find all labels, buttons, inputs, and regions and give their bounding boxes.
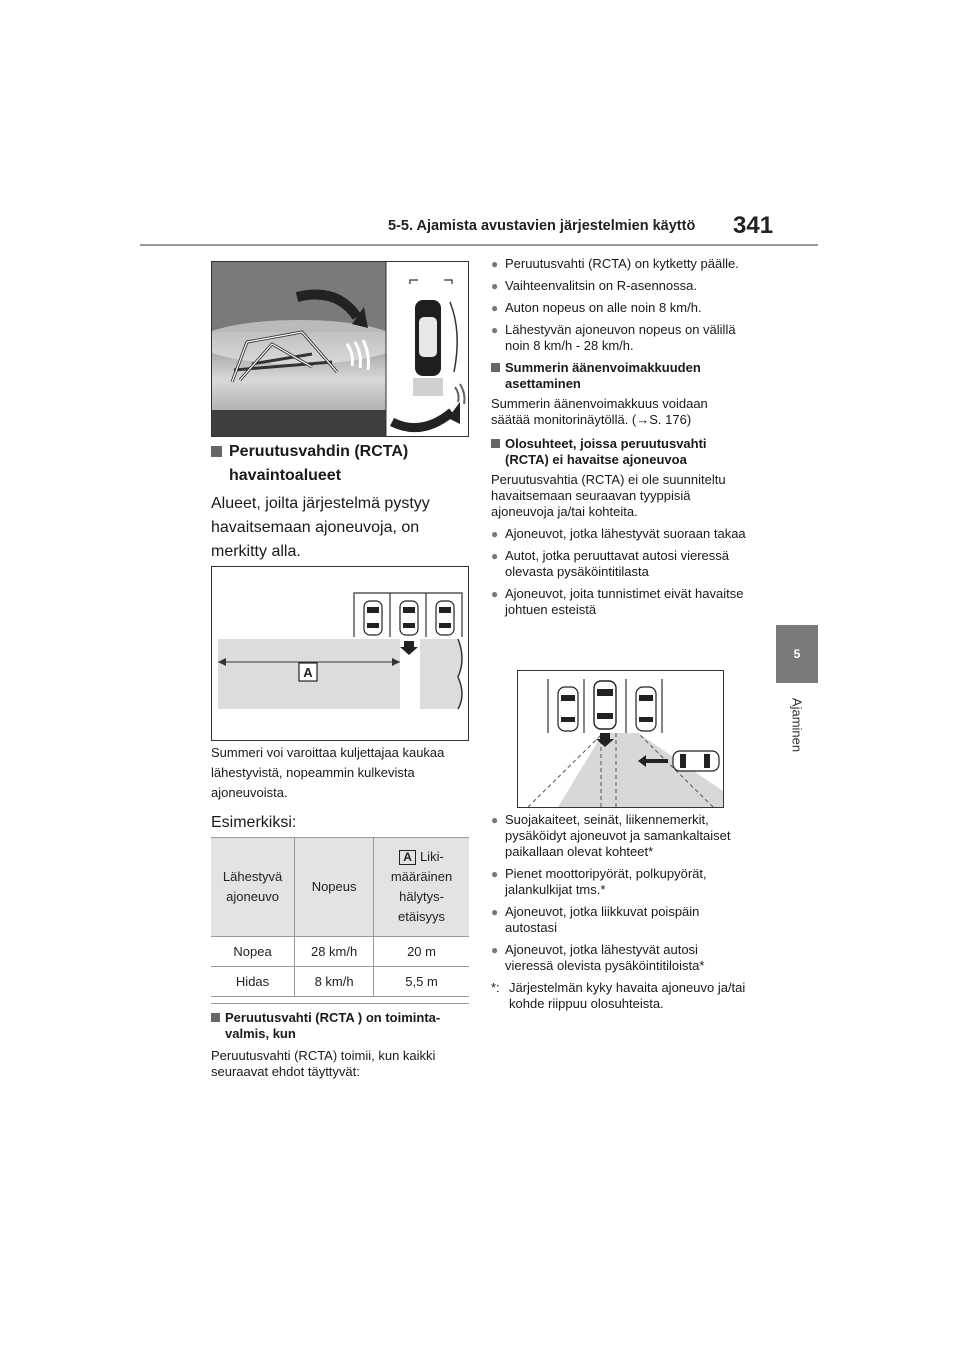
- table-cell-speed: 28 km/h: [295, 937, 374, 967]
- obstruction-svg: [518, 671, 723, 807]
- detection-distance-table: [211, 837, 469, 997]
- page-number: 341: [733, 212, 774, 239]
- list-item: ● Vaihteenvalitsin on R-asennossa.: [491, 278, 749, 294]
- table-header-vehicle: Lähestyvä ajoneuvo: [211, 838, 295, 937]
- list-item: ● Ajoneuvot, jotka liikkuvat poispäin autostasi: [491, 904, 749, 936]
- list-item: ● Ajoneuvot, jotka lähestyvät autosi vieressä olevista pysäköintitiloista*: [491, 942, 749, 974]
- list-item: ● Peruutusvahti (RCTA) on kytketty päälle.: [491, 256, 749, 272]
- chapter-name: Ajaminen: [789, 697, 805, 753]
- list-item: ● Lähestyvän ajoneuvon nopeus on välillä noin 8 km/h - 28 km/h.: [491, 322, 749, 354]
- list-item: ● Ajoneuvot, jotka lähestyvät suoraan takaa: [491, 526, 749, 542]
- chapter-name-tab: [786, 690, 808, 760]
- detection-area-illustration: [211, 566, 469, 741]
- rcta-display-svg: [212, 262, 468, 436]
- obstruction-illustration: [517, 670, 724, 808]
- buzzer-note: Summeri voi varoittaa kuljettajaa kaukaa lähestyvistä, nopeammin kulkevista ajoneuvoista.: [211, 745, 445, 800]
- footnote-marker: *:: [491, 980, 500, 995]
- footnote: [491, 980, 749, 1012]
- list-item: ● Pienet moottoripyörät, polkupyörät, jalankulkijat tms.*: [491, 866, 749, 898]
- detection-area-heading: Peruutusvahdin (RCTA) havaintoalueet: [211, 440, 469, 488]
- list-item: ● Autot, jotka peruuttavat autosi vieressä olevasta pysäköintitilasta: [491, 548, 749, 580]
- volume-text: Summerin äänenvoimakkuus voidaan säätää monitorinäytöllä. (→S. 176): [491, 396, 708, 427]
- section-title: 5-5. Ajamista avustavien järjestelmien käyttö: [388, 218, 696, 234]
- not-detected-heading: Olosuhteet, joissa peruutusvahti (RCTA) ei havaitse ajoneuvoa: [491, 436, 749, 468]
- list-item: ● Ajoneuvot, joita tunnistimet eivät havaitse johtuen esteistä: [491, 586, 749, 618]
- section-divider: [211, 1003, 469, 1004]
- right-column-bottom: [491, 812, 749, 1012]
- figure-label-a: A: [303, 665, 313, 680]
- detection-area-svg: [212, 567, 468, 740]
- header-rule: [140, 244, 818, 246]
- footnote-text: Järjestelmän kyky havaita ajoneuvo ja/tai kohde riippuu olosuhteista.: [509, 980, 746, 1011]
- table-badge-a: A: [399, 850, 416, 865]
- operational-text: Peruutusvahti (RCTA) toimii, kun kaikki seuraavat ehdot täyttyvät:: [211, 1048, 436, 1079]
- table-header-distance-text: Liki-määräinen hälytys-etäisyys: [390, 849, 453, 924]
- rcta-display-illustration: [211, 261, 469, 437]
- example-label: Esimerkiksi:: [211, 814, 297, 831]
- chapter-tab: [776, 625, 818, 683]
- table-row: [211, 937, 469, 967]
- detection-area-text: Alueet, joilta järjestelmä pystyy havaitsemaan ajoneuvoja, on merkitty alla.: [211, 495, 430, 560]
- table-cell-speed: 8 km/h: [295, 967, 374, 997]
- right-column-top: [491, 256, 749, 624]
- operational-heading: Peruutusvahti (RCTA ) on toiminta-valmis, kun: [211, 1010, 469, 1042]
- chapter-number: 5: [793, 647, 801, 661]
- table-cell-vehicle: Nopea: [211, 937, 295, 967]
- table-cell-distance: 5,5 m: [374, 967, 469, 997]
- table-cell-vehicle: Hidas: [211, 967, 295, 997]
- table-cell-distance: 20 m: [374, 937, 469, 967]
- table-row: [211, 967, 469, 997]
- list-item: ● Suojakaiteet, seinät, liikennemerkit, pysäköidyt ajoneuvot ja samankaltaiset paikallaan olevat kohteet*: [491, 812, 749, 860]
- volume-heading: Summerin äänenvoimakkuuden asettaminen: [491, 360, 749, 392]
- list-item: ● Auton nopeus on alle noin 8 km/h.: [491, 300, 749, 316]
- table-header-speed: Nopeus: [295, 838, 374, 937]
- table-header-distance: [374, 838, 469, 937]
- not-detected-text: Peruutusvahtia (RCTA) ei ole suunniteltu havaitsemaan seuraavan tyyppisiä ajoneuvoja ja/tai kohteita.: [491, 472, 726, 519]
